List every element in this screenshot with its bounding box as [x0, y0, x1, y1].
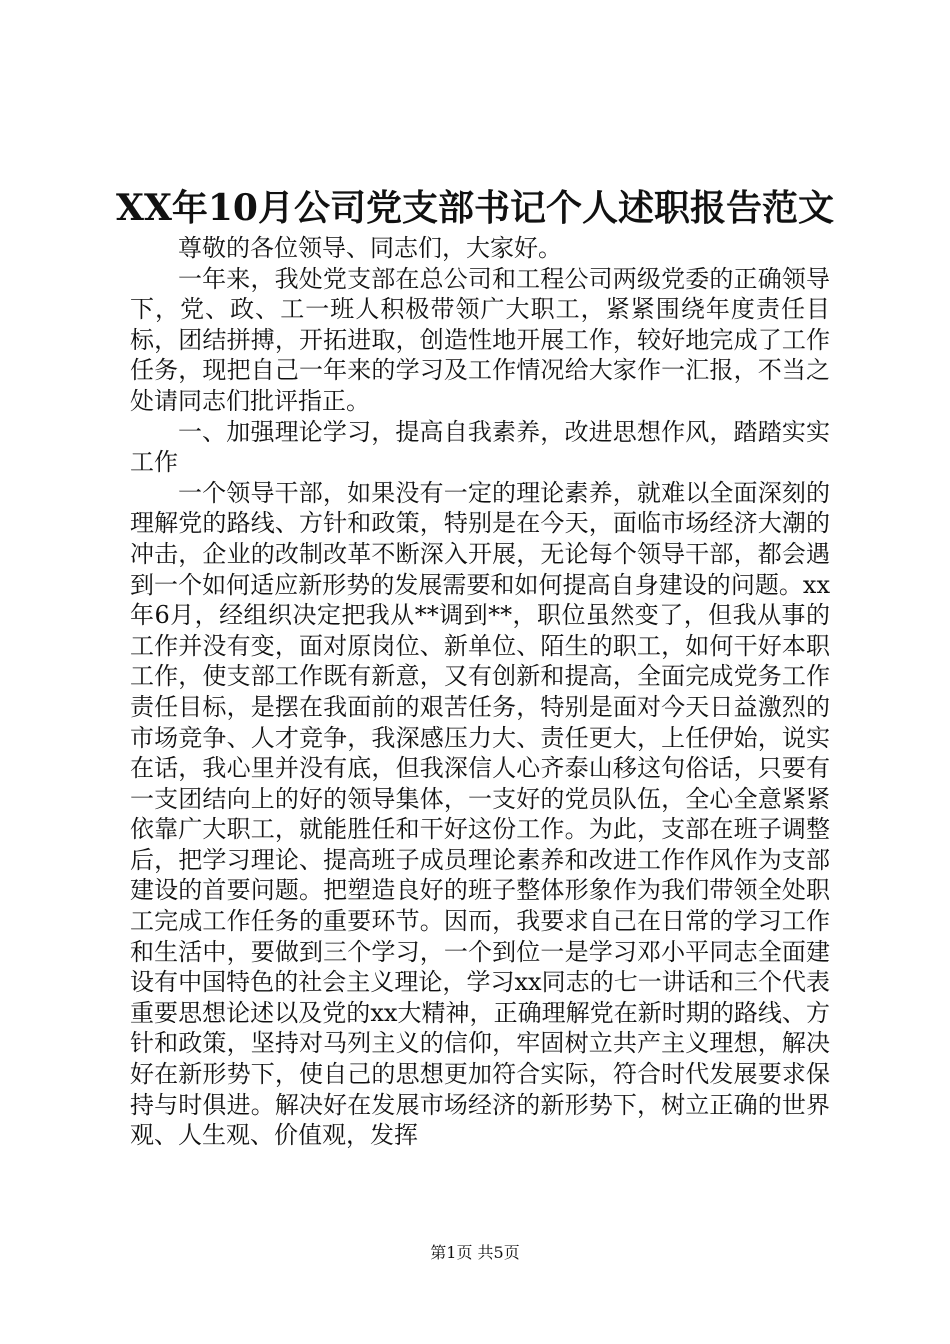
document-title: XX年10月公司党支部书记个人述职报告范文: [116, 187, 834, 229]
section-heading-1: 一、加强理论学习，提高自我素养，改进思想作风，踏踏实实工作: [130, 417, 830, 477]
paragraph-greeting: 尊敬的各位领导、同志们，大家好。: [178, 234, 562, 262]
document-body: [130, 233, 830, 1151]
paragraph-intro: 一年来，我处党支部在总公司和工程公司两级党委的正确领导下，党、政、工一班人积极带领广大职工，紧紧围绕年度责任目标，团结拼搏，开拓进取，创造性地开展工作，较好地完成了工作任务，现把自己一年来的学习及工作情况给大家作一汇报，不当之处请同志们批评指正。: [130, 264, 830, 415]
paragraph-section-1: 一个领导干部，如果没有一定的理论素养，就难以全面深刻的理解党的路线、方针和政策，特别是在今天，面临市场经济大潮的冲击，企业的改制改革不断深入开展，无论每个领导干部，都会遇到一个如何适应新形势的发展需要和如何提高自身建设的问题。xx年6月，经组织决定把我从**调到**，职位虽然变了，但我从事的工作并没有变，面对原岗位、新单位、陌生的职工，如何干好本职工作，使支部工作既有新意，又有创新和提高，全面完成党务工作责任目标，是摆在我面前的艰苦任务，特别是面对今天日益激烈的市场竞争、人才竞争，我深感压力大、责任更大，上任伊始，说实在话，我心里并没有底，但我深信人心齐泰山移这句俗话，只要有一支团结向上的好的领导集体，一支好的党员队伍，全心全意紧紧依靠广大职工，就能胜任和干好这份工作。为此，支部在班子调整后，把学习理论、提高班子成员理论素养和改进工作作风作为支部建设的首要问题。把塑造良好的班子整体形象作为我们带领全处职工完成工作任务的重要环节。因而，我要求自己在日常的学习工作和生活中，要做到三个学习，一个到位一是学习邓小平同志全面建设有中国特色的社会主义理论，学习xx同志的七一讲话和三个代表重要思想论述以及党的xx大精神，正确理解党在新时期的路线、方针和政策，坚持对马列主义的信仰，牢固树立共产主义理想，解决好在新形势下，使自己的思想更加符合实际，符合时代发展要求保持与时俱进。解决好在发展市场经济的新形势下，树立正确的世界观、人生观、价值观，发挥: [130, 478, 830, 1150]
page-number-footer: 第1页 共5页: [430, 1243, 520, 1262]
